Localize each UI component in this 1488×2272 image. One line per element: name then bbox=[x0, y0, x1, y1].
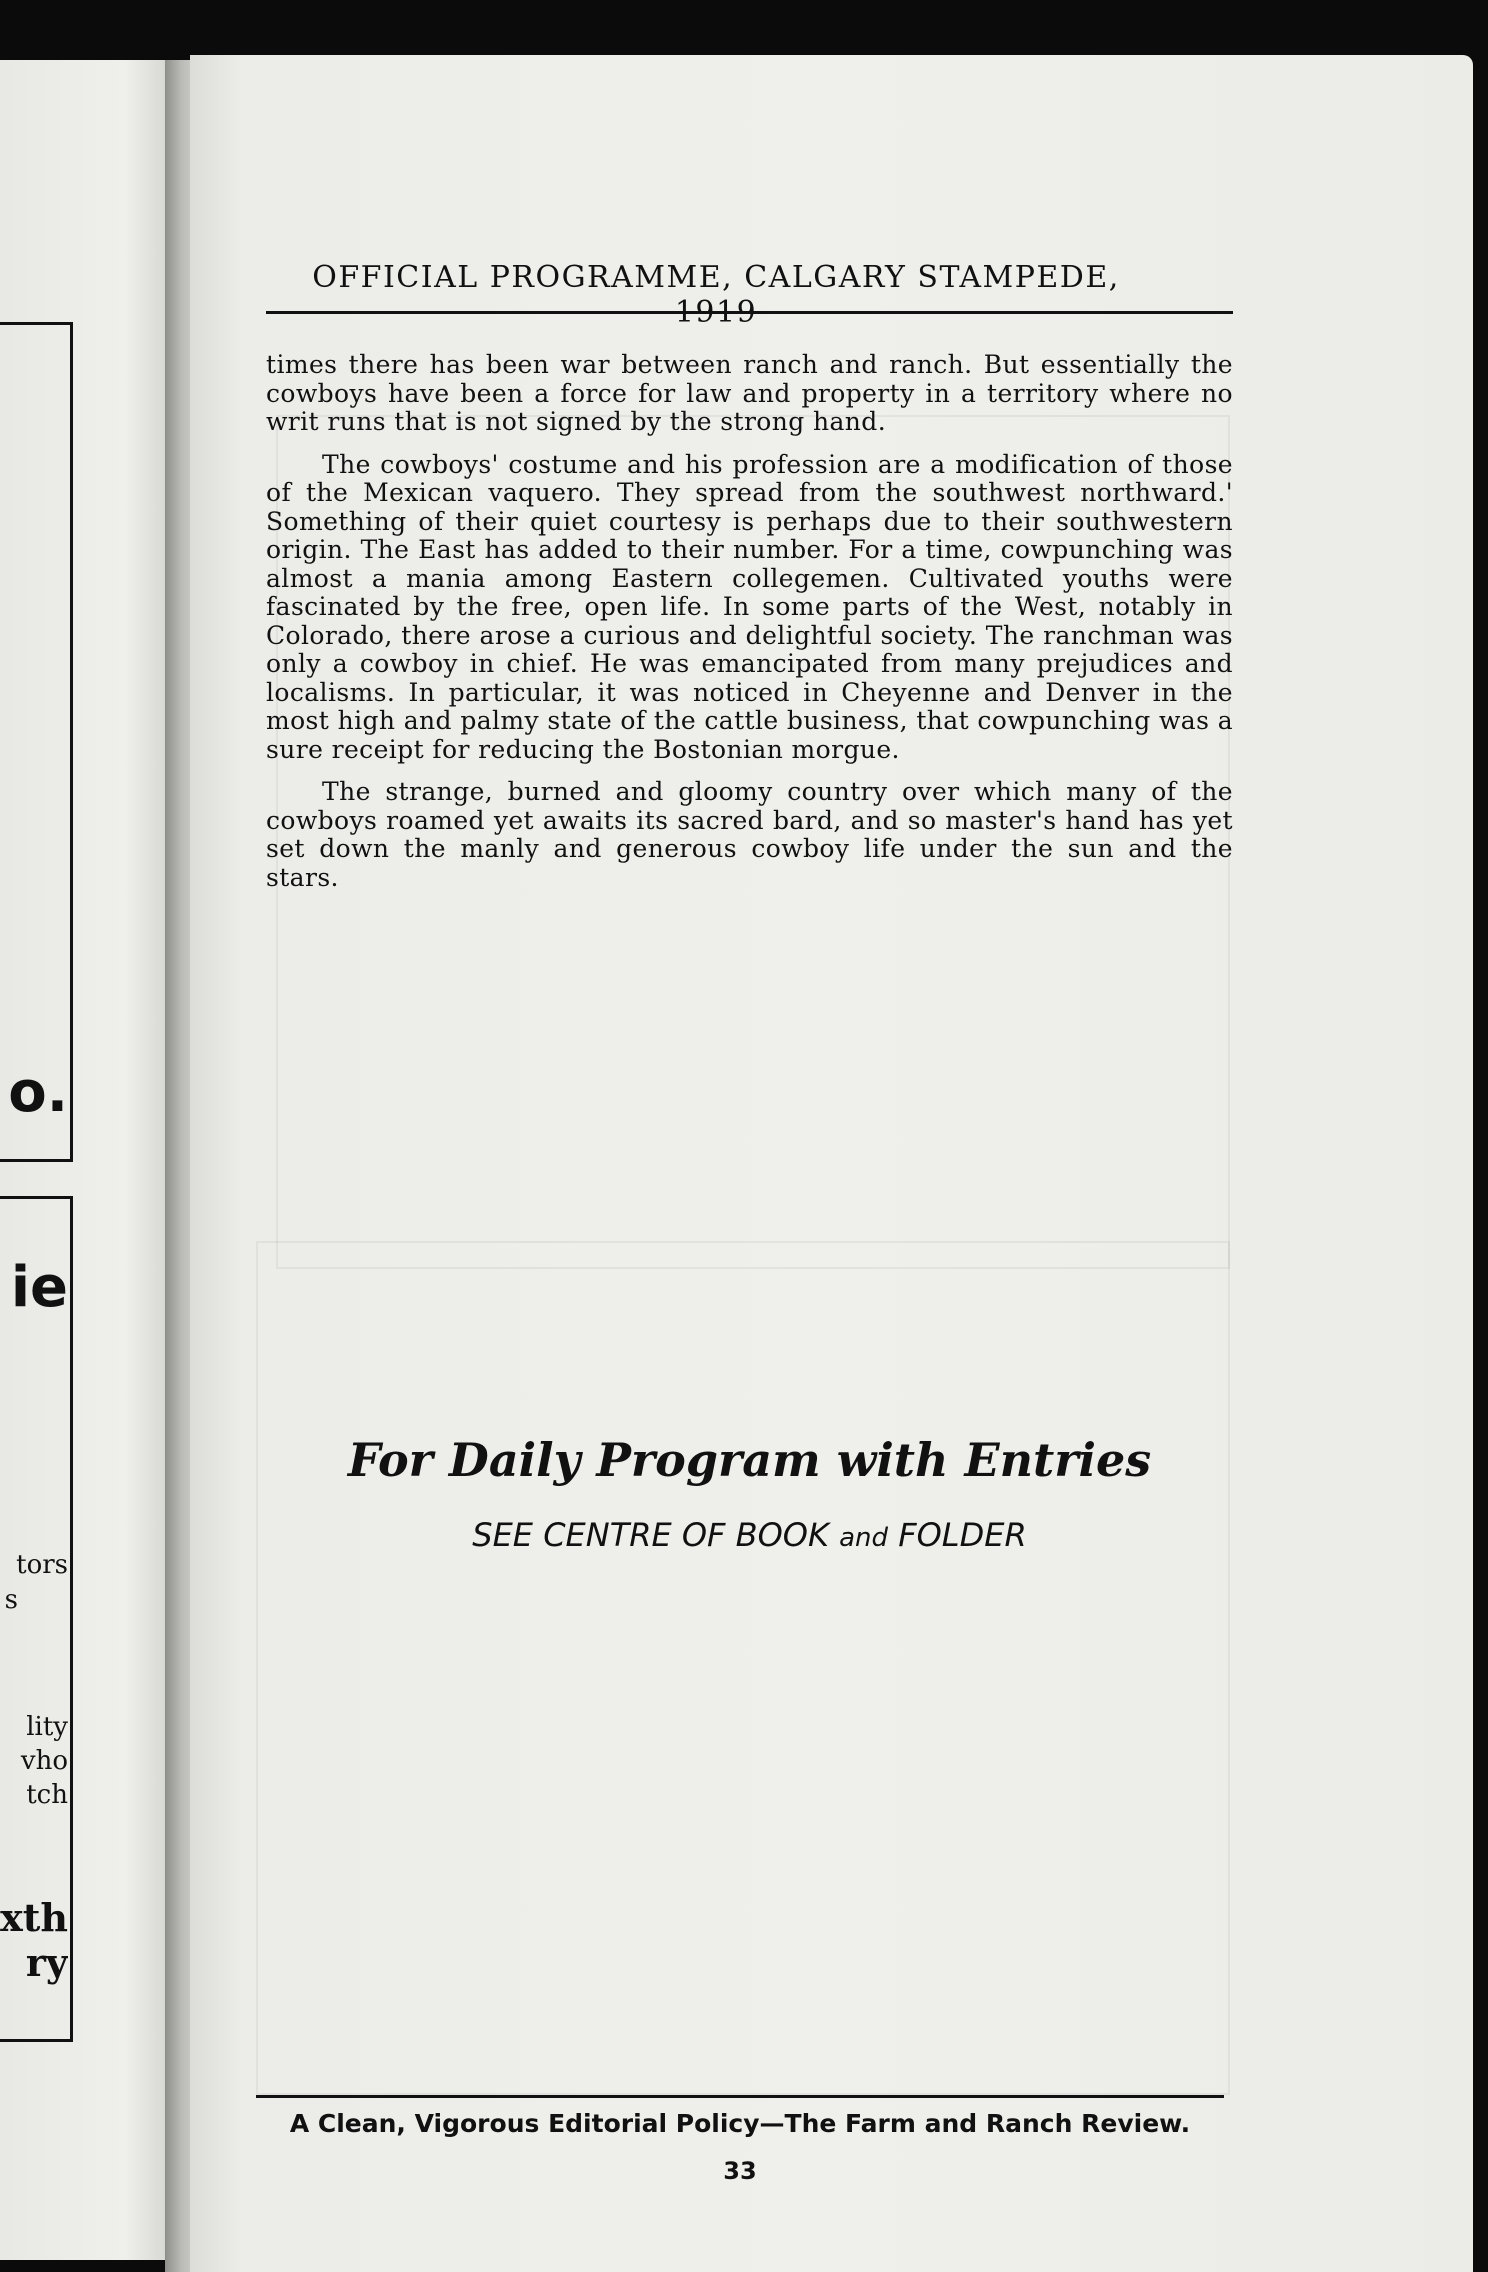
bleed-through-frame bbox=[256, 1241, 1230, 2095]
facing-page-text: tors bbox=[16, 1550, 68, 1580]
article-paragraph: The strange, burned and gloomy country over which many of the cowboys roamed yet awaits its sacred bard, and so master's hand has yet set down the manly and generous cowboy life under the sun and the stars. bbox=[266, 777, 1233, 892]
footer-divider bbox=[256, 2095, 1224, 2098]
facing-page-text: xth bbox=[0, 1895, 68, 1940]
facing-page-fragment bbox=[0, 60, 178, 2260]
daily-program-notice-subtitle bbox=[266, 1516, 1233, 1554]
facing-page-text: vho bbox=[20, 1746, 68, 1776]
header-divider bbox=[266, 311, 1233, 314]
running-header: OFFICIAL PROGRAMME, CALGARY STAMPEDE, 1919 bbox=[312, 260, 1120, 330]
notice-subtitle-and: and bbox=[839, 1523, 889, 1553]
notice-subtitle-part: FOLDER bbox=[898, 1516, 1027, 1554]
programme-page bbox=[190, 55, 1473, 2272]
article-body bbox=[266, 351, 1233, 906]
facing-page-ad-box-1 bbox=[0, 322, 73, 1162]
facing-page-text: tch bbox=[26, 1780, 68, 1810]
footer-slogan: A Clean, Vigorous Editorial Policy—The Farm and Ranch Review. bbox=[289, 2109, 1191, 2138]
article-paragraph: The cowboys' costume and his profession are a modification of those of the Mexican vaquero. They spread from the southwest northward.' Something of their quiet courtesy is perhaps due to their southwestern origin. The East has added to their number. For a time, cowpunching was almost a mania among Eastern collegemen. Cultivated youths were fascinated by the free, open life. In some parts of the West, notably in Colorado, there arose a curious and delightful society. The ranchman was only a cowboy in chief. He was emancipated from many prejudices and localisms. In particular, it was noticed in Cheyenne and Denver in the most high and palmy state of the cattle business, that cowpunching was a sure receipt for reducing the Bostonian morgue. bbox=[266, 449, 1233, 764]
page-number: 33 bbox=[723, 2157, 757, 2185]
facing-page-text: o. bbox=[8, 1060, 68, 1125]
facing-page-text: s bbox=[4, 1585, 18, 1615]
article-paragraph: times there has been war between ranch and ranch. But essentially the cowboys have been a force for law and property in a territory where no writ runs that is not signed by the strong hand. bbox=[266, 350, 1233, 436]
notice-subtitle-part: SEE CENTRE OF BOOK bbox=[472, 1516, 829, 1554]
facing-page-text: ry bbox=[25, 1940, 68, 1985]
facing-page-text: ie bbox=[10, 1255, 68, 1320]
daily-program-notice-title: For Daily Program with Entries bbox=[347, 1433, 1152, 1487]
facing-page-text: lity bbox=[26, 1712, 68, 1742]
